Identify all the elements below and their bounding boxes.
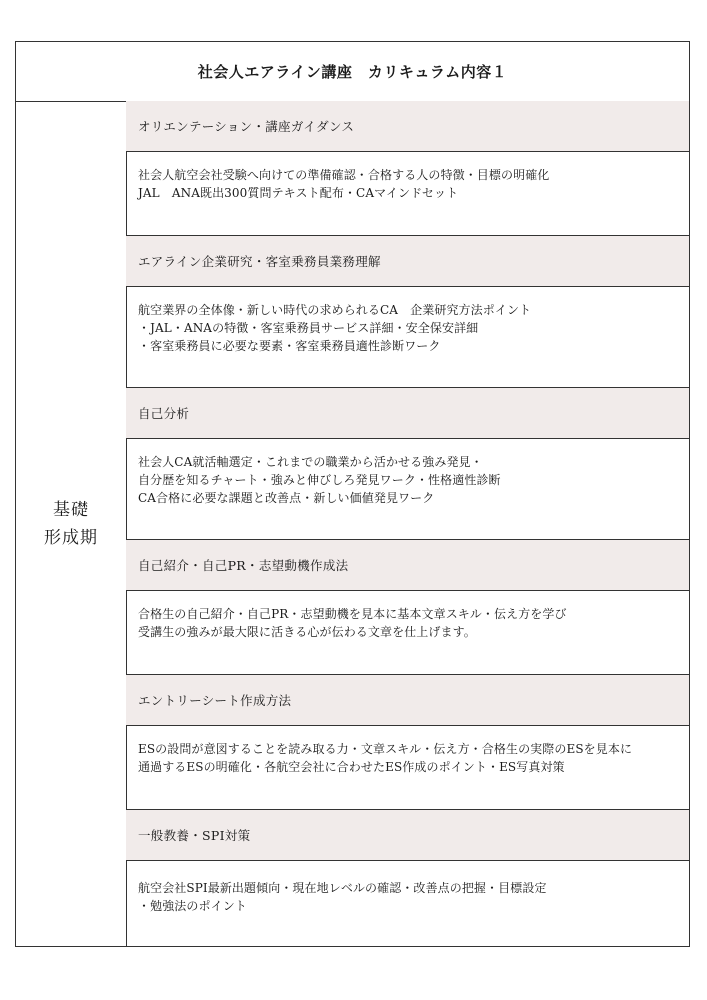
section-line: 通過するESの明確化・各航空会社に合わせたES作成のポイント・ES写真対策 [138,760,565,774]
section-line: ・JAL・ANAの特徴・客室乗務員サービス詳細・安全保安詳細 [138,321,479,335]
section-line: 航空業界の全体像・新しい時代の求められるCA 企業研究方法ポイント [138,303,532,317]
section-line: CA合格に必要な課題と改善点・新しい価値発見ワーク [138,491,435,505]
section-body [126,726,689,810]
phase-label-line: 基礎 [53,499,89,520]
section-heading: 一般教養・SPI対策 [126,810,689,861]
section-line: ESの設問が意図することを読み取る力・文章スキル・伝え方・合格生の実際のESを見本に [138,742,633,756]
section-line: 自分歴を知るチャート・強みと伸びしろ発見ワーク・性格適性診断 [138,473,501,487]
section-line: 合格生の自己紹介・自己PR・志望動機を見本に基本文章スキル・伝え方を学び [138,607,567,621]
section-line: ・勉強法のポイント [138,899,247,913]
section-heading: 自己分析 [126,388,689,439]
section-heading: エントリーシート作成方法 [126,675,689,726]
section-heading: オリエンテーション・講座ガイダンス [126,101,689,152]
section-line: 受講生の強みが最大限に活きる心が伝わる文章を仕上げます。 [138,625,476,639]
phase-label-line: 形成期 [44,527,98,548]
phase-cell [16,101,127,946]
section-heading: 自己紹介・自己PR・志望動機作成法 [126,540,689,591]
page-title: 社会人エアライン講座 カリキュラム内容１ [16,42,689,102]
section-body [126,439,689,540]
section-body [126,591,689,675]
section-line: 社会人CA就活軸選定・これまでの職業から活かせる強み発見・ [138,455,483,469]
section-body [126,861,689,947]
section-body [126,287,689,388]
section-line: JAL ANA既出300質問テキスト配布・CAマインドセット [138,186,459,200]
curriculum-table [15,41,690,947]
section-heading: エアライン企業研究・客室乗務員業務理解 [126,236,689,287]
sections-column [126,101,689,946]
section-line: 航空会社SPI最新出題傾向・現在地レベルの確認・改善点の把握・目標設定 [138,881,547,895]
section-line: 社会人航空会社受験へ向けての準備確認・合格する人の特徴・目標の明確化 [138,168,550,182]
section-line: ・客室乗務員に必要な要素・客室乗務員適性診断ワーク [138,339,441,353]
section-body [126,152,689,236]
phase-label [44,496,98,552]
